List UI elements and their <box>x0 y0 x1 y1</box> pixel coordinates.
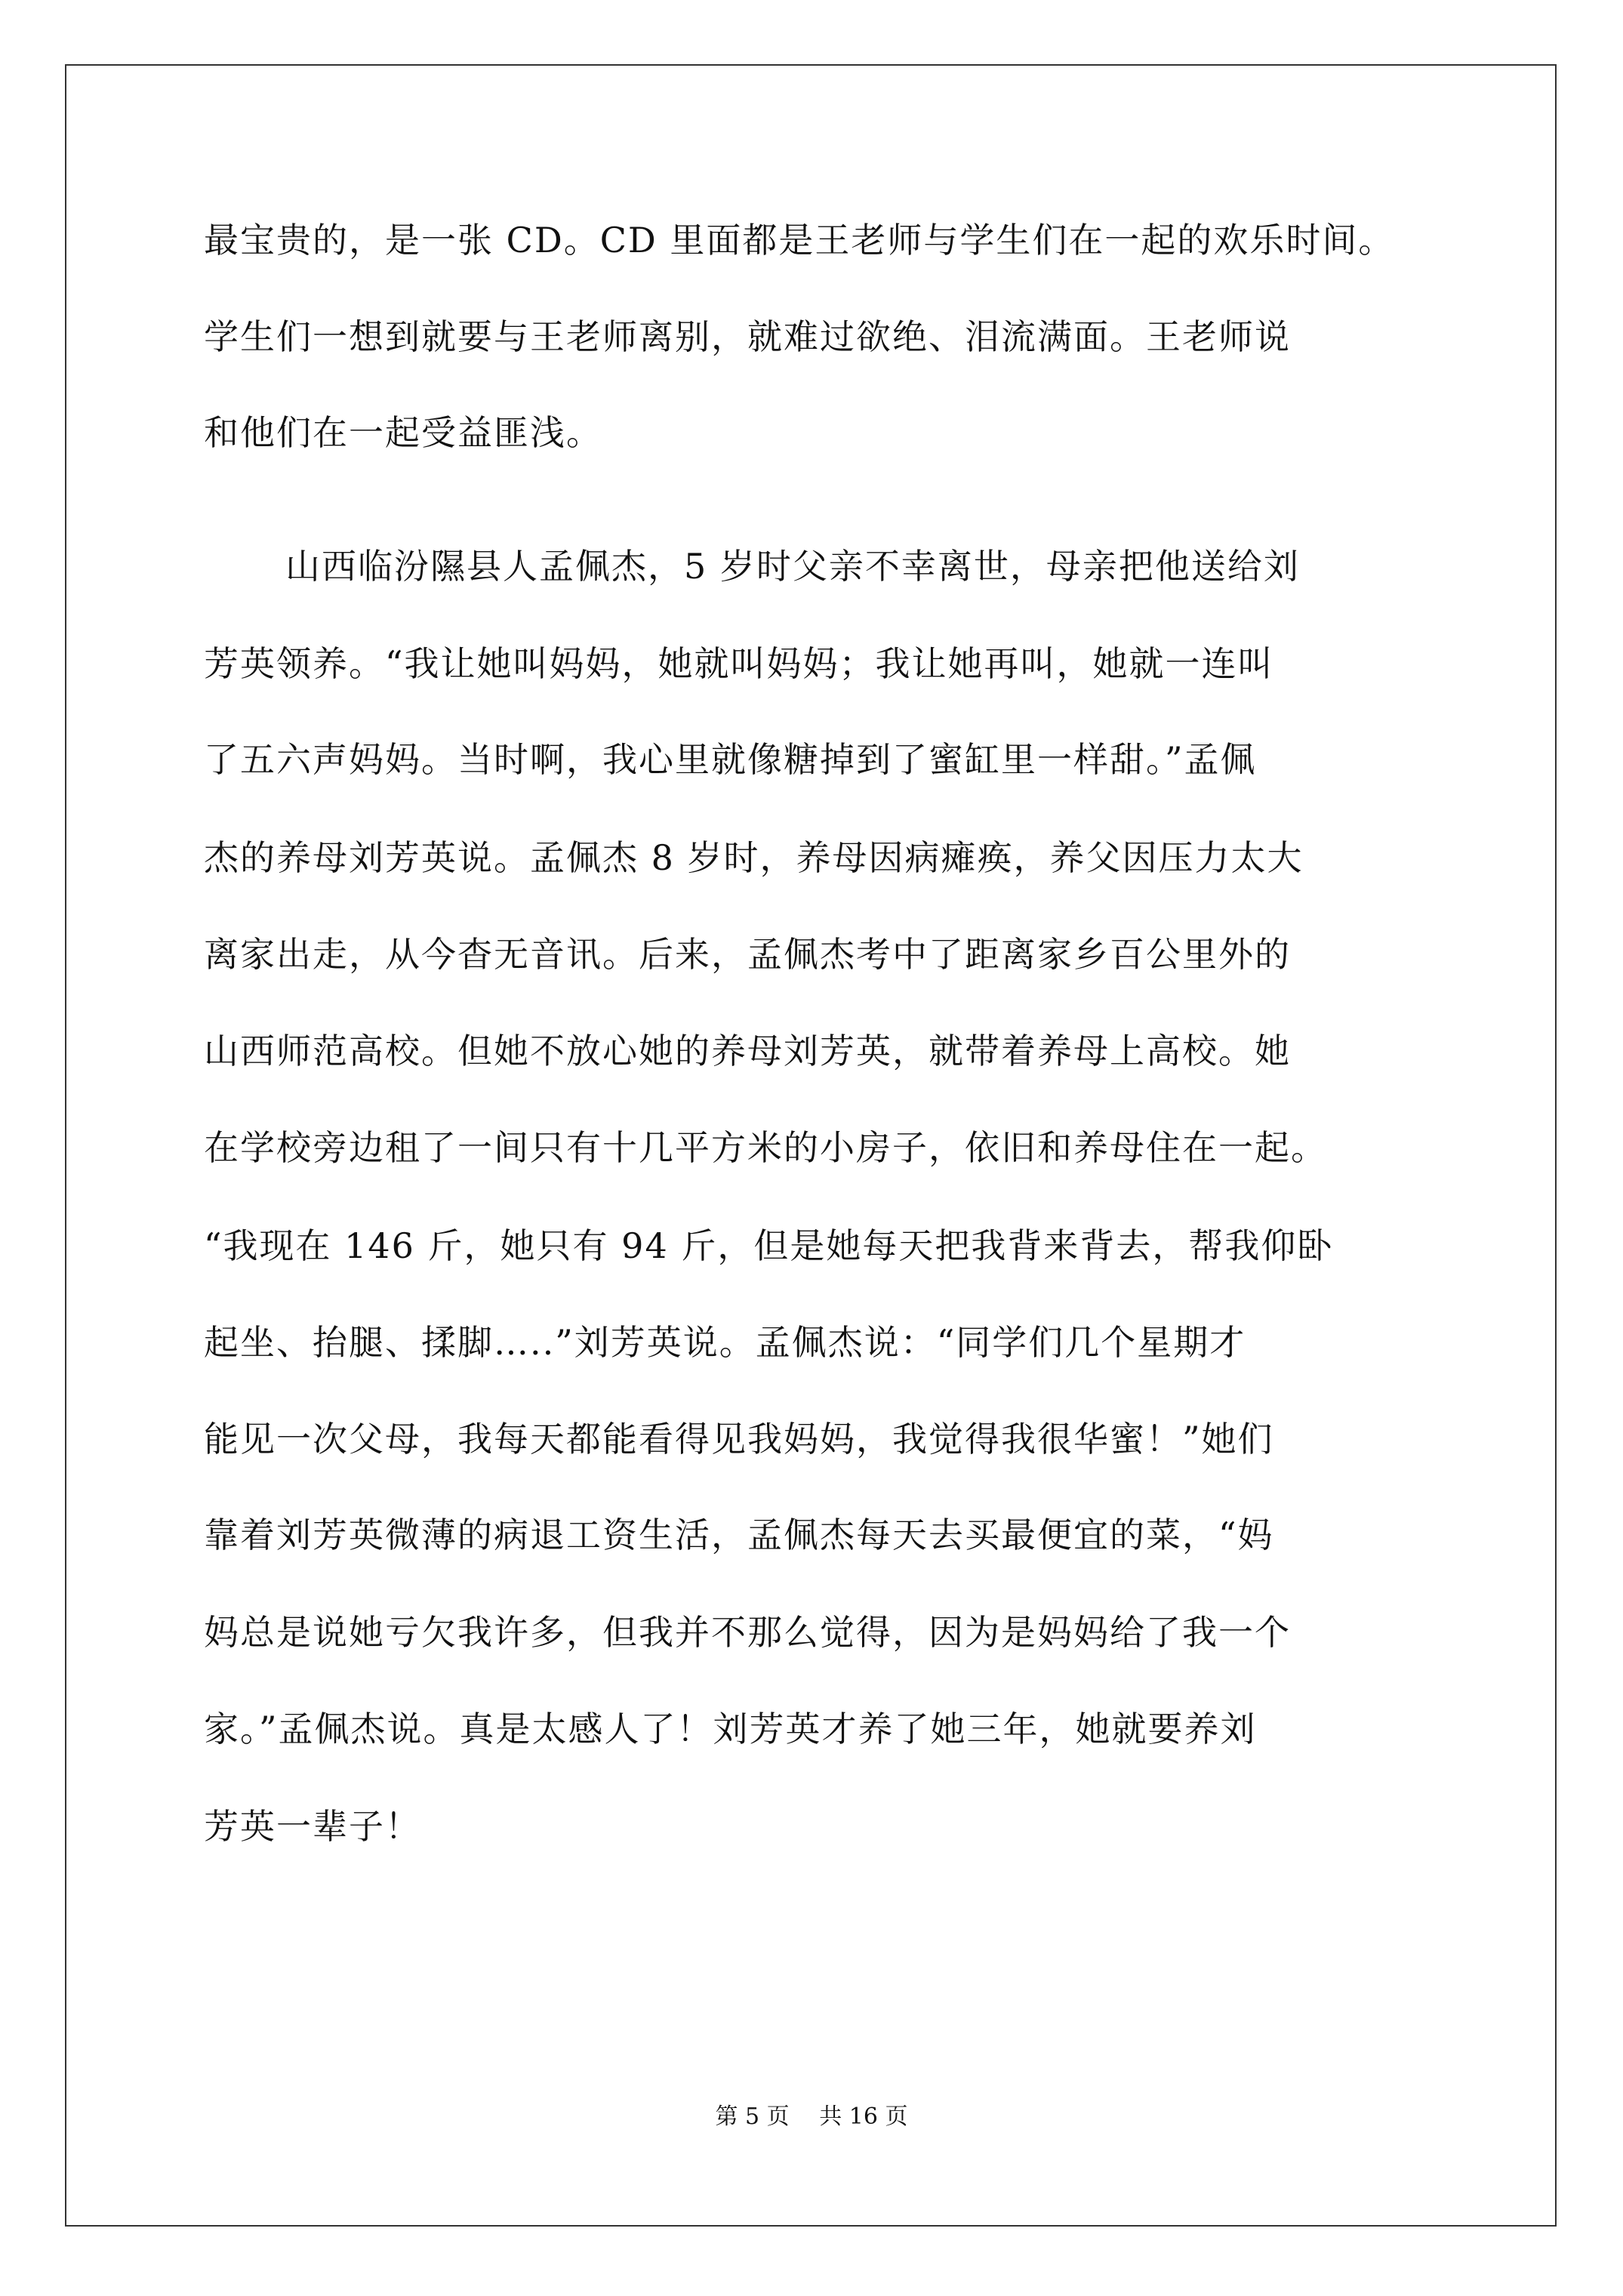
paragraph-2-line-11: 靠着刘芳英微薄的病退工资生活，孟佩杰每天去买最便宜的菜，“妈 <box>204 1515 1274 1555</box>
paragraph-1-line-3: 和他们在一起受益匪浅。 <box>204 412 602 453</box>
paragraph-2-line-12: 妈总是说她亏欠我许多，但我并不那么觉得，因为是妈妈给了我一个 <box>204 1612 1291 1653</box>
paragraph-2-line-5: 离家出走，从今杳无音讯。后来，孟佩杰考中了距离家乡百公里外的 <box>204 934 1291 975</box>
paragraph-2-line-10: 能见一次父母，我每天都能看得见我妈妈，我觉得我很华蜜！”她们 <box>204 1419 1274 1459</box>
paragraph-2-line-3: 了五六声妈妈。当时啊，我心里就像糖掉到了蜜缸里一样甜。”孟佩 <box>204 739 1257 780</box>
paragraph-2-line-8: “我现在 146 斤，她只有 94 斤，但是她每天把我背来背去，帮我仰卧 <box>204 1225 1334 1266</box>
paragraph-2-line-7: 在学校旁边租了一间只有十几平方米的小房子，依旧和养母住在一起。 <box>204 1127 1327 1168</box>
paragraph-2-line-13: 家。”孟佩杰说。真是太感人了！刘芳英才养了她三年，她就要养刘 <box>204 1709 1257 1749</box>
paragraph-2-line-1: 山西临汾隰县人孟佩杰，5 岁时父亲不幸离世，母亲把他送给刘 <box>285 546 1300 587</box>
paragraph-2-line-6: 山西师范高校。但她不放心她的养母刘芳英，就带着养母上高校。她 <box>204 1031 1291 1071</box>
paragraph-2-line-4: 杰的养母刘芳英说。孟佩杰 8 岁时，养母因病瘫痪，养父因压力太大 <box>204 837 1304 878</box>
paragraph-2-line-14: 芳英一辈子！ <box>204 1806 421 1847</box>
document-body <box>204 0 1449 2296</box>
paragraph-1-line-2: 学生们一想到就要与王老师离别，就难过欲绝、泪流满面。王老师说 <box>204 316 1291 357</box>
paragraph-2-line-9: 起坐、抬腿、揉脚…..”刘芳英说。孟佩杰说：“同学们几个星期才 <box>204 1322 1246 1363</box>
paragraph-1-line-1: 最宝贵的，是一张 CD。CD 里面都是王老师与学生们在一起的欢乐时间。 <box>204 220 1395 260</box>
paragraph-2-line-2: 芳英领养。“我让她叫妈妈，她就叫妈妈；我让她再叫，她就一连叫 <box>204 643 1274 684</box>
page-number-footer: 第 5 页 共 16 页 <box>715 2103 908 2130</box>
